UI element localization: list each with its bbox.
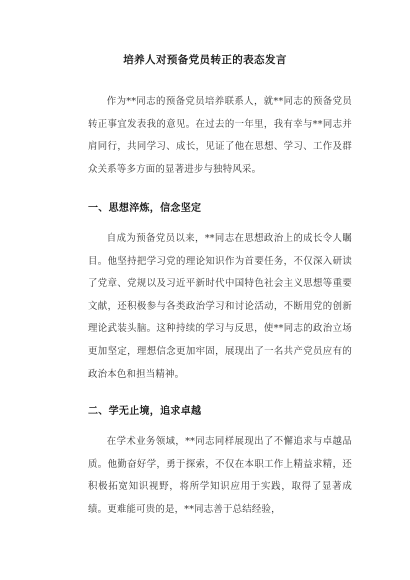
intro-paragraph: 作为**同志的预备党员培养联系人，就**同志的预备党员转正事宜发表我的意见。在过去的一年里，我有幸与**同志并肩同行，共同学习、成长，见证了他在思想、学习、工作及群众关系等多方面的显著进步与独特风采。 [88, 96, 352, 175]
document-title: 培养人对预备党员转正的表态发言 [123, 54, 287, 66]
section-paragraph-2: 在学术业务领域，**同志同样展现出了不懈追求与卓越品质。他勤奋好学，勇于探索，不仅在本职工作上精益求精，还积极拓宽知识视野，将所学知识应用于实践，取得了显著成绩。更难能可贵的是，**同志善于总结经验， [88, 436, 352, 515]
section-heading-2: 二、学无止境，追求卓越 [88, 406, 202, 417]
section-paragraph-1: 自成为预备党员以来，**同志在思想政治上的成长令人瞩目。他坚持把学习党的理论知识作为首要任务，不仅深入研读了党章、党规以及习近平新时代中国特色社会主义思想等重要文献，还积极参与各类政治学习和讨论活动，不断用党的创新理论武装头脑。这种持续的学习与反思，使**同志的政治立场更加坚定，理想信念更加牢固，展现出了一名共产党员应有的政治本色和担当精神。 [88, 233, 352, 380]
section-heading-1: 一、思想淬炼，信念坚定 [88, 203, 202, 214]
